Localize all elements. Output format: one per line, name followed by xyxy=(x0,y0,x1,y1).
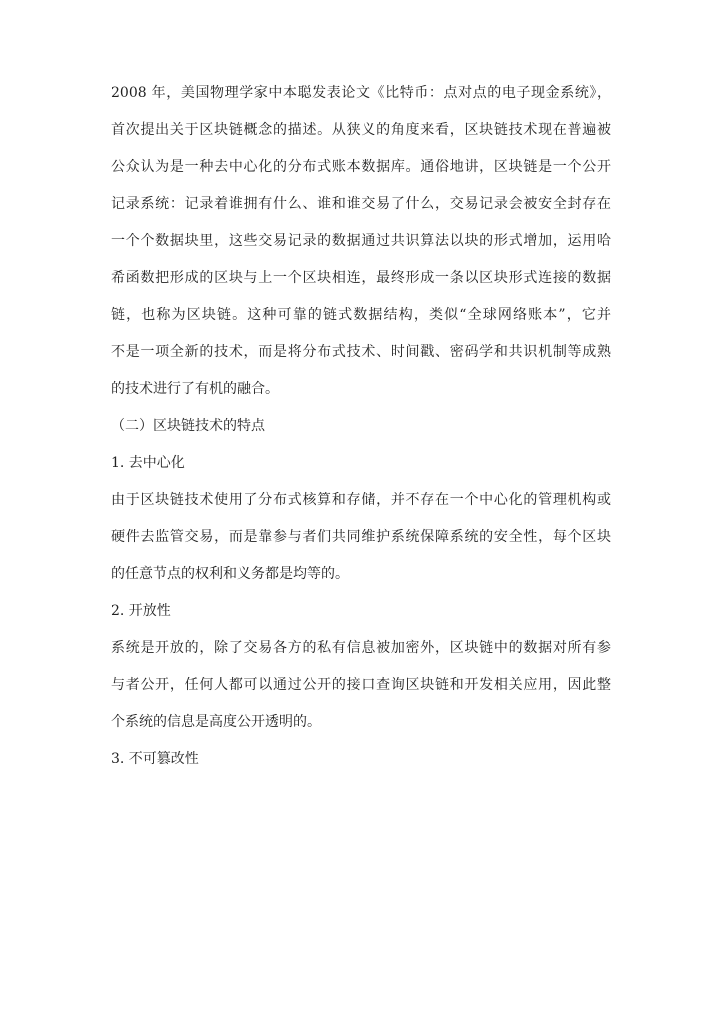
paragraph-line: 与者公开，任何人都可以通过公开的接口查询区块链和开发相关应用，因此整 xyxy=(111,677,611,693)
paragraph-line: 不是一项全新的技术，而是将分布式技术、时间戳、密码学和共识机制等成熟 xyxy=(111,344,611,360)
paragraph-line: 系统是开放的，除了交易各方的私有信息被加密外，区块链中的数据对所有参 xyxy=(111,640,611,656)
item-heading-immutability: 3. 不可篡改性 xyxy=(111,751,199,767)
intro-paragraph xyxy=(111,84,611,399)
document-body xyxy=(111,84,611,769)
paragraph-line: 一个个数据块里，这些交易记录的数据通过共识算法以块的形式增加，运用哈 xyxy=(111,233,611,249)
paragraph-line: 硬件去监管交易，而是靠参与者们共同维护系统保障系统的安全性，每个区块 xyxy=(111,529,611,545)
item-heading-decentralization: 1. 去中心化 xyxy=(111,455,185,471)
paragraph-line: 希函数把形成的区块与上一个区块相连，最终形成一条以区块形式连接的数据 xyxy=(111,270,611,286)
decentralization-paragraph xyxy=(111,491,611,584)
paragraph-line: 链，也称为区块链。这种可靠的链式数据结构，类似“全球网络账本”，它并 xyxy=(111,307,611,323)
paragraph-line: 记录系统：记录着谁拥有什么、谁和谁交易了什么，交易记录会被安全封存在 xyxy=(111,196,611,212)
paragraph-line: 由于区块链技术使用了分布式核算和存储，并不存在一个中心化的管理机构或 xyxy=(111,492,611,508)
paragraph-line: 的技术进行了有机的融合。 xyxy=(111,381,279,397)
item-heading-openness: 2. 开放性 xyxy=(111,603,171,619)
paragraph-line: 公众认为是一种去中心化的分布式账本数据库。通俗地讲，区块链是一个公开 xyxy=(111,159,611,175)
section-heading: （二）区块链技术的特点 xyxy=(111,418,265,434)
paragraph-line: 的任意节点的权利和义务都是均等的。 xyxy=(111,566,349,582)
openness-paragraph xyxy=(111,639,611,732)
paragraph-line: 首次提出关于区块链概念的描述。从狭义的角度来看，区块链技术现在普遍被 xyxy=(111,122,611,138)
paragraph-line: 2008 年，美国物理学家中本聪发表论文《比特币：点对点的电子现金系统》， xyxy=(111,85,611,101)
paragraph-line: 个系统的信息是高度公开透明的。 xyxy=(111,714,321,730)
